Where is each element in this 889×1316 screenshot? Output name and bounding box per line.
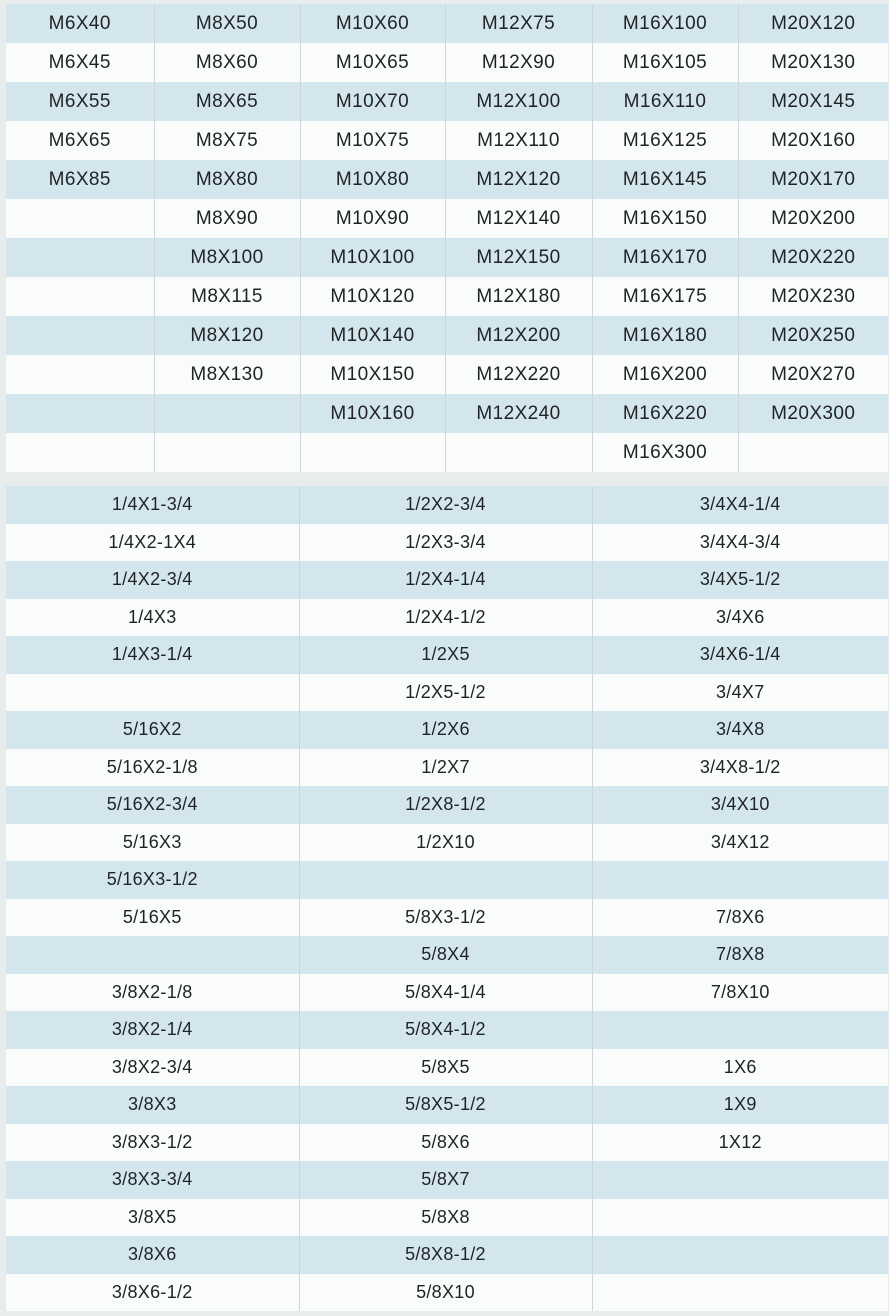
size-cell: 3/8X6	[6, 1236, 299, 1274]
size-cell	[154, 394, 300, 433]
size-cell: M20X130	[738, 43, 888, 82]
table-row	[6, 1236, 888, 1274]
size-cell: 7/8X10	[592, 974, 888, 1012]
table-row	[6, 4, 888, 43]
size-cell	[300, 433, 445, 472]
table-row	[6, 749, 888, 787]
size-cell: M16X200	[592, 355, 738, 394]
table-row	[6, 82, 888, 121]
size-cell: M12X150	[445, 238, 592, 277]
table-row	[6, 1011, 888, 1049]
size-cell: 1/2X2-3/4	[299, 486, 592, 524]
size-cell: 5/8X4	[299, 936, 592, 974]
size-cell: M16X300	[592, 433, 738, 472]
size-cell: M16X105	[592, 43, 738, 82]
size-cell: M10X60	[300, 4, 445, 43]
table-row	[6, 599, 888, 637]
size-cell	[592, 1161, 888, 1199]
size-cell: 5/8X3-1/2	[299, 899, 592, 937]
size-cell: 3/4X7	[592, 674, 888, 712]
size-cell: M16X170	[592, 238, 738, 277]
size-cell: M10X160	[300, 394, 445, 433]
size-cell: M16X125	[592, 121, 738, 160]
table-row	[6, 1161, 888, 1199]
size-cell: M8X100	[154, 238, 300, 277]
size-cell: M8X90	[154, 199, 300, 238]
size-cell: 3/4X8	[592, 711, 888, 749]
size-cell	[6, 433, 154, 472]
table-row	[6, 824, 888, 862]
table-row	[6, 121, 888, 160]
table-row	[6, 974, 888, 1012]
size-cell: 3/8X2-1/8	[6, 974, 299, 1012]
size-cell: 1/4X1-3/4	[6, 486, 299, 524]
size-cell: M12X120	[445, 160, 592, 199]
size-cell	[592, 1011, 888, 1049]
size-cell: M16X180	[592, 316, 738, 355]
size-cell: M12X240	[445, 394, 592, 433]
size-cell: M10X100	[300, 238, 445, 277]
table-row	[6, 1049, 888, 1087]
size-cell: 3/4X10	[592, 786, 888, 824]
table-row	[6, 199, 888, 238]
size-cell	[738, 433, 888, 472]
size-cell: 1/2X7	[299, 749, 592, 787]
size-cell: 1X12	[592, 1124, 888, 1162]
size-cell: 5/8X7	[299, 1161, 592, 1199]
size-cell: M20X250	[738, 316, 888, 355]
size-cell: 5/16X3	[6, 824, 299, 862]
size-cell: M6X85	[6, 160, 154, 199]
size-cell	[445, 433, 592, 472]
size-cell	[6, 277, 154, 316]
size-cell: 3/4X6-1/4	[592, 636, 888, 674]
size-cell	[6, 238, 154, 277]
size-cell: 1X6	[592, 1049, 888, 1087]
size-cell: 7/8X8	[592, 936, 888, 974]
size-cell: 1/4X3	[6, 599, 299, 637]
imperial-size-table	[6, 486, 888, 1311]
size-cell: 3/8X3	[6, 1086, 299, 1124]
size-cell: M12X180	[445, 277, 592, 316]
table-row	[6, 786, 888, 824]
size-cell: 1/2X6	[299, 711, 592, 749]
size-cell: M10X65	[300, 43, 445, 82]
table-row	[6, 674, 888, 712]
size-cell: M20X300	[738, 394, 888, 433]
table-row	[6, 636, 888, 674]
size-cell: 3/8X3-1/2	[6, 1124, 299, 1162]
size-cell: M10X90	[300, 199, 445, 238]
size-cell: 7/8X6	[592, 899, 888, 937]
size-cell: M12X200	[445, 316, 592, 355]
size-cell	[6, 316, 154, 355]
size-cell	[6, 394, 154, 433]
size-cell: 3/4X4-1/4	[592, 486, 888, 524]
size-cell	[6, 936, 299, 974]
size-cell: 1X9	[592, 1086, 888, 1124]
size-cell: M20X270	[738, 355, 888, 394]
size-cell: M6X45	[6, 43, 154, 82]
size-cell: 1/4X3-1/4	[6, 636, 299, 674]
size-cell: M6X40	[6, 4, 154, 43]
size-cell: M20X120	[738, 4, 888, 43]
size-cell: 5/16X2	[6, 711, 299, 749]
size-cell: 1/2X8-1/2	[299, 786, 592, 824]
size-cell: 5/16X2-1/8	[6, 749, 299, 787]
size-cell: 3/8X2-3/4	[6, 1049, 299, 1087]
size-cell: 1/2X5-1/2	[299, 674, 592, 712]
size-cell: 5/8X4-1/2	[299, 1011, 592, 1049]
size-cell: M20X160	[738, 121, 888, 160]
size-cell	[592, 1274, 888, 1312]
size-cell: 3/8X5	[6, 1199, 299, 1237]
size-cell	[154, 433, 300, 472]
size-cell: M20X170	[738, 160, 888, 199]
size-cell	[6, 355, 154, 394]
size-cell: M8X80	[154, 160, 300, 199]
size-cell: M16X220	[592, 394, 738, 433]
size-cell: M16X100	[592, 4, 738, 43]
size-cell: M8X120	[154, 316, 300, 355]
size-cell: M10X120	[300, 277, 445, 316]
size-cell: 1/2X5	[299, 636, 592, 674]
size-cell	[6, 674, 299, 712]
size-cell	[6, 199, 154, 238]
size-cell: M20X230	[738, 277, 888, 316]
table-row	[6, 355, 888, 394]
size-cell: 3/8X2-1/4	[6, 1011, 299, 1049]
size-cell: M12X140	[445, 199, 592, 238]
size-cell: M16X145	[592, 160, 738, 199]
size-cell: 1/4X2-3/4	[6, 561, 299, 599]
size-cell: 3/8X6-1/2	[6, 1274, 299, 1312]
table-row	[6, 561, 888, 599]
size-cell: M8X65	[154, 82, 300, 121]
table-row	[6, 524, 888, 562]
size-cell: M12X90	[445, 43, 592, 82]
size-cell: M8X50	[154, 4, 300, 43]
size-cell: 1/4X2-1X4	[6, 524, 299, 562]
table-row	[6, 277, 888, 316]
size-cell: M8X60	[154, 43, 300, 82]
size-cell: 5/8X10	[299, 1274, 592, 1312]
table-row	[6, 238, 888, 277]
size-cell: 5/8X8-1/2	[299, 1236, 592, 1274]
table-row	[6, 711, 888, 749]
size-cell: M6X55	[6, 82, 154, 121]
size-cell: M10X80	[300, 160, 445, 199]
table-row	[6, 433, 888, 472]
table-row	[6, 899, 888, 937]
size-cell: M10X70	[300, 82, 445, 121]
size-cell: M10X75	[300, 121, 445, 160]
table-row	[6, 43, 888, 82]
size-cell: 5/8X8	[299, 1199, 592, 1237]
table-row	[6, 1274, 888, 1312]
size-cell: M8X75	[154, 121, 300, 160]
size-cell: 5/8X5	[299, 1049, 592, 1087]
table-row	[6, 1124, 888, 1162]
size-cell: M12X75	[445, 4, 592, 43]
table-row	[6, 160, 888, 199]
size-cell: 5/8X5-1/2	[299, 1086, 592, 1124]
size-cell: M10X140	[300, 316, 445, 355]
size-cell: 3/4X5-1/2	[592, 561, 888, 599]
size-cell: 3/4X4-3/4	[592, 524, 888, 562]
table-row	[6, 1086, 888, 1124]
size-cell: M16X150	[592, 199, 738, 238]
size-cell: 1/2X4-1/4	[299, 561, 592, 599]
size-cell: M8X130	[154, 355, 300, 394]
size-cell: M20X145	[738, 82, 888, 121]
table-row	[6, 486, 888, 524]
size-cell: 1/2X3-3/4	[299, 524, 592, 562]
size-cell	[592, 1236, 888, 1274]
size-cell: 3/4X12	[592, 824, 888, 862]
size-cell: M8X115	[154, 277, 300, 316]
size-cell: 5/8X4-1/4	[299, 974, 592, 1012]
size-cell: 5/16X2-3/4	[6, 786, 299, 824]
size-cell: M20X220	[738, 238, 888, 277]
size-cell: 3/4X6	[592, 599, 888, 637]
size-cell: M16X175	[592, 277, 738, 316]
size-cell	[592, 861, 888, 899]
size-cell: 5/16X3-1/2	[6, 861, 299, 899]
size-cell: 5/16X5	[6, 899, 299, 937]
metric-size-table	[6, 4, 888, 472]
size-cell: M10X150	[300, 355, 445, 394]
table-row	[6, 1199, 888, 1237]
size-cell: 5/8X6	[299, 1124, 592, 1162]
size-cell: M12X110	[445, 121, 592, 160]
table-row	[6, 394, 888, 433]
size-cell: 3/4X8-1/2	[592, 749, 888, 787]
size-cell: M12X100	[445, 82, 592, 121]
size-cell: M6X65	[6, 121, 154, 160]
table-row	[6, 316, 888, 355]
size-cell: M16X110	[592, 82, 738, 121]
size-cell: 1/2X10	[299, 824, 592, 862]
table-row	[6, 936, 888, 974]
size-cell: M20X200	[738, 199, 888, 238]
size-cell: 1/2X4-1/2	[299, 599, 592, 637]
size-cell: 3/8X3-3/4	[6, 1161, 299, 1199]
size-cell	[299, 861, 592, 899]
table-row	[6, 861, 888, 899]
size-cell: M12X220	[445, 355, 592, 394]
size-cell	[592, 1199, 888, 1237]
